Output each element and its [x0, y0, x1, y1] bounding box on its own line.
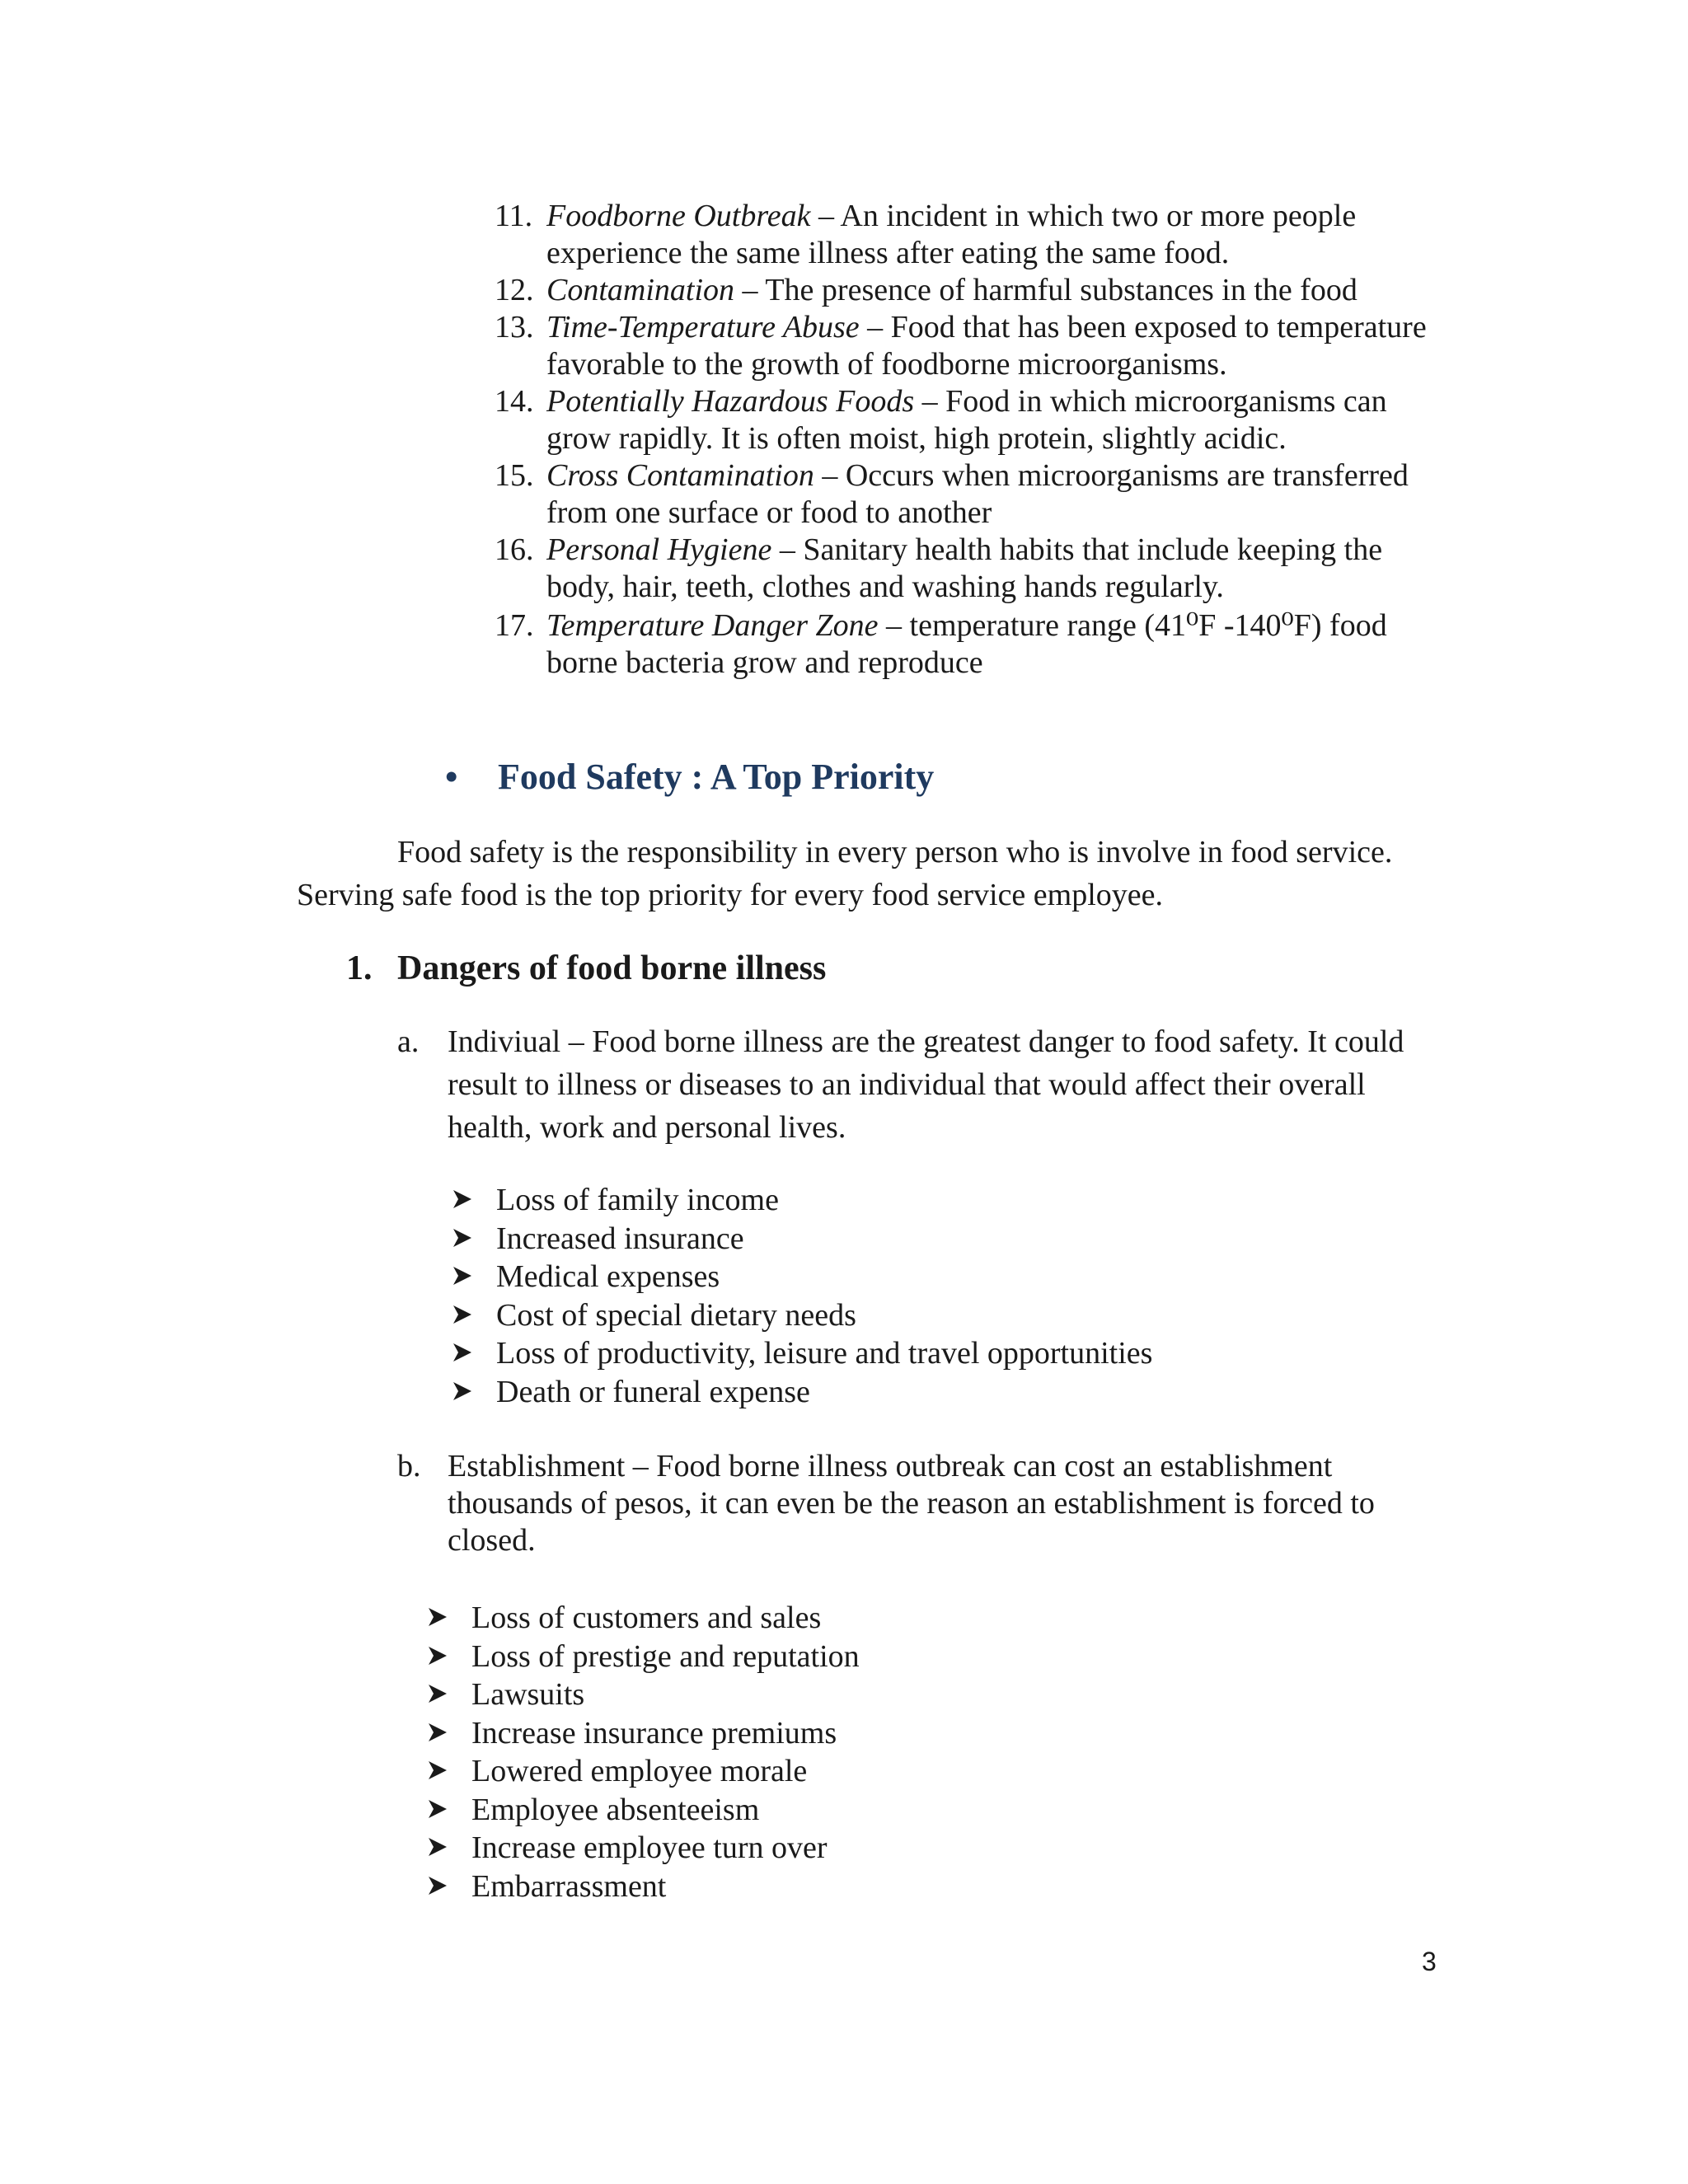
individual-text: Indiviual – Food borne illness are the greatest danger to food safety. It could result to illness or diseases to an individual that would affect their overall health, work and personal lives.	[448, 1024, 1404, 1145]
definition-body: – Sanitary health habits that include keeping the body, hair, teeth, clothes and washing hands regularly.	[546, 532, 1383, 604]
arrowhead-bullet-icon	[452, 1188, 473, 1210]
list-item-text: Embarrassment	[471, 1868, 667, 1904]
definition-body: – The presence of harmful substances in the food	[734, 273, 1357, 307]
establishment-label: b.	[397, 1449, 421, 1483]
arrowhead-bullet-icon	[452, 1342, 473, 1363]
arrowhead-bullet-icon	[452, 1227, 473, 1249]
arrowhead-bullet-icon	[452, 1304, 473, 1325]
arrowhead-bullet-icon	[427, 1683, 448, 1704]
arrowhead-bullet-icon	[427, 1760, 448, 1781]
definition-text	[546, 383, 1453, 457]
definition-term: Foodborne Outbreak	[546, 199, 811, 233]
definition-body: – Food that has been exposed to temperature favorable to the growth of foodborne microorganisms.	[546, 310, 1427, 382]
priority-heading	[445, 752, 934, 802]
list-item-text: Loss of family income	[496, 1183, 779, 1217]
arrowhead-bullet-icon	[427, 1875, 448, 1896]
definition-number: 12.	[495, 273, 534, 307]
bullet-icon: •	[445, 757, 458, 797]
page-number: 3	[1422, 1947, 1437, 1976]
definition-number: 15.	[495, 458, 534, 493]
definition-number: 11.	[495, 199, 533, 233]
establishment-text: Establishment – Food borne illness outbreak can cost an establishment thousands of pesos, it can even be the reason an establishment is forced to closed.	[448, 1449, 1375, 1558]
definition-term: Temperature Danger Zone	[546, 608, 879, 643]
definition-term: Cross Contamination	[546, 458, 814, 493]
definition-number: 17.	[495, 608, 534, 643]
arrowhead-bullet-icon	[427, 1836, 448, 1858]
list-item-text: Death or funeral expense	[496, 1374, 810, 1409]
definition-body: – Food in which microorganisms can grow rapidly. It is often moist, high protein, slightly acidic.	[546, 384, 1387, 456]
definition-text	[546, 272, 1453, 309]
list-item-text: Lowered employee morale	[471, 1754, 808, 1788]
definition-term: Personal Hygiene	[546, 532, 772, 567]
section-heading	[346, 944, 826, 993]
list-item-text: Increase insurance premiums	[471, 1715, 837, 1750]
definition-number: 13.	[495, 310, 534, 344]
list-item-text: Medical expenses	[496, 1259, 720, 1294]
definition-number: 16.	[495, 532, 534, 567]
section-number: 1.	[346, 949, 373, 987]
arrowhead-bullet-icon	[427, 1606, 448, 1628]
individual-label: a.	[397, 1024, 420, 1059]
list-item-text: Increased insurance	[496, 1221, 744, 1256]
definition-text	[546, 532, 1453, 606]
list-item-text: Loss of prestige and reputation	[471, 1638, 860, 1674]
definition-term: Contamination	[546, 273, 735, 307]
definition-text	[546, 457, 1453, 532]
section-title: Dangers of food borne illness	[397, 949, 827, 987]
definition-text	[546, 607, 1453, 682]
definition-number: 14.	[495, 384, 534, 419]
arrowhead-bullet-icon	[427, 1645, 448, 1666]
definition-body: – An incident in which two or more people experience the same illness after eating the same food.	[546, 199, 1357, 270]
definition-term: Potentially Hazardous Foods	[546, 384, 915, 419]
arrowhead-bullet-icon	[427, 1798, 448, 1820]
arrowhead-bullet-icon	[427, 1722, 448, 1743]
definition-term: Time-Temperature Abuse	[546, 310, 860, 344]
definition-body: – temperature range (41⁰F -140⁰F) food borne bacteria grow and reproduce	[546, 608, 1387, 680]
definition-text	[546, 309, 1453, 383]
list-item-text: Loss of customers and sales	[471, 1601, 822, 1635]
arrowhead-bullet-icon	[452, 1380, 473, 1402]
list-item-text: Loss of productivity, leisure and travel opportunities	[496, 1336, 1153, 1371]
arrowhead-bullet-icon	[452, 1265, 473, 1286]
intro-paragraph-line2: Serving safe food is the top priority for every food service employee.	[297, 878, 1164, 912]
definition-body: – Occurs when microorganisms are transferred from one surface or food to another	[546, 458, 1409, 530]
list-item-text: Lawsuits	[471, 1677, 585, 1712]
intro-paragraph-line1: Food safety is the responsibility in every person who is involve in food service.	[397, 835, 1393, 869]
list-item-text: Employee absenteeism	[471, 1792, 760, 1827]
list-item-text: Cost of special dietary needs	[496, 1297, 856, 1333]
priority-heading-title: Food Safety : A Top Priority	[498, 757, 935, 797]
list-item-text: Increase employee turn over	[471, 1830, 828, 1865]
definition-text	[546, 198, 1453, 272]
